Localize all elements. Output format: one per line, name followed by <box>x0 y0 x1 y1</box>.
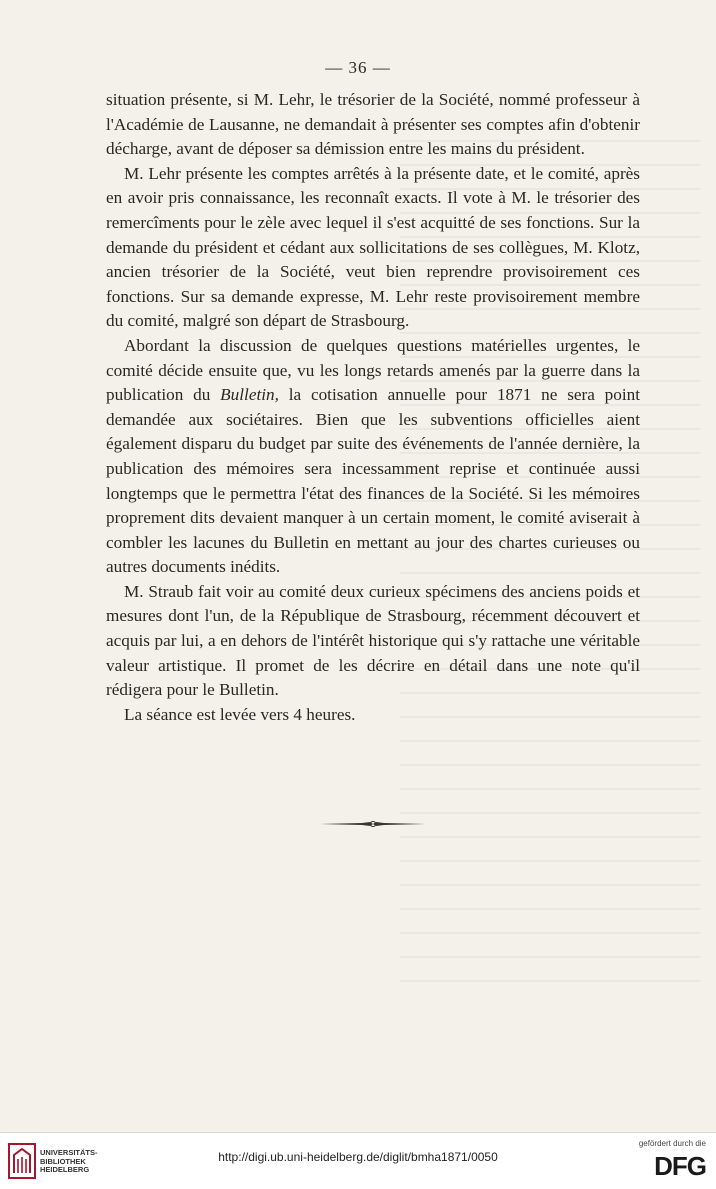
permalink-url[interactable]: http://digi.ub.uni-heidelberg.de/diglit/bmha1871/0050 <box>218 1150 498 1164</box>
paragraph-3-end: la cotisation annuelle pour 1871 ne sera point demandée aux sociétaires. Bien que les subventions officielles aient également disparu du budget par suite des événements de l'année dernière, la publication des mémoires sera incessamment reprise et continuée aussi longtemps que le permettra l'état des finances de la Société. Si les mémoires proprement dits devaient manquer à un certain moment, le comité aviserait à combler les lacunes du Bulletin en mettant au jour des chartes curieuses ou autres documents inédits. <box>106 385 641 577</box>
paragraph-3 <box>106 334 640 580</box>
dfg-logo: DFG <box>654 1151 706 1181</box>
library-name-line-3: HEIDELBERG <box>40 1165 90 1174</box>
library-name-line-1: UNIVERSITÄTS- <box>40 1148 98 1157</box>
library-name-line-2: BIBLIOTHEK <box>40 1156 86 1166</box>
body-text <box>106 88 640 727</box>
ornament-divider <box>318 818 428 830</box>
paragraph-5: La séance est levée vers 4 heures. <box>124 704 356 724</box>
footer-bar <box>0 1132 716 1189</box>
page-number: — 36 — <box>325 58 391 77</box>
paragraph-3-start: Abordant la discussion de quelques questions matérielles urgentes, le comité décide ensuite que, vu les longs retards amenés par la guerre dans la publication du <box>106 335 640 405</box>
paragraph-4: M. Straub fait voir au comité deux curieux spécimens des anciens poids et mesures dont l'un, de la République de Strasbourg, récemment découvert et acquis par lui, a en dehors de l'intérêt historique qui s'y rattache une véritable valeur artistique. Il promet de les décrire en détail dans une note qu'il rédigera pour le Bulletin. <box>106 581 640 700</box>
paragraph-2: M. Lehr présente les comptes arrêtés à la présente date, et le comité, après en avoir pris connaissance, les reconnaît exacts. Il vote à M. le trésorier des remercîments pour le zèle avec lequel il s'est acquitté de ses fonctions. Sur la demande du président et cédant aux sollicitations de ses collègues, M. Klotz, ancien trésorier de la Société, veut bien reprendre provisoirement ces fonctions. Sur sa demande expresse, M. Lehr reste provisoirement membre du comité, malgré son départ de Strasbourg. <box>106 163 640 331</box>
funding-caption: gefördert durch die <box>638 1139 706 1148</box>
paragraph-1: situation présente, si M. Lehr, le trésorier de la Société, nommé professeur à l'Académie de Lausanne, ne demandait à présenter ses comptes afin d'obtenir décharge, avant de déposer sa démission entre les mains du président. <box>106 90 640 159</box>
bulletin-italic: Bulletin, <box>220 385 279 405</box>
